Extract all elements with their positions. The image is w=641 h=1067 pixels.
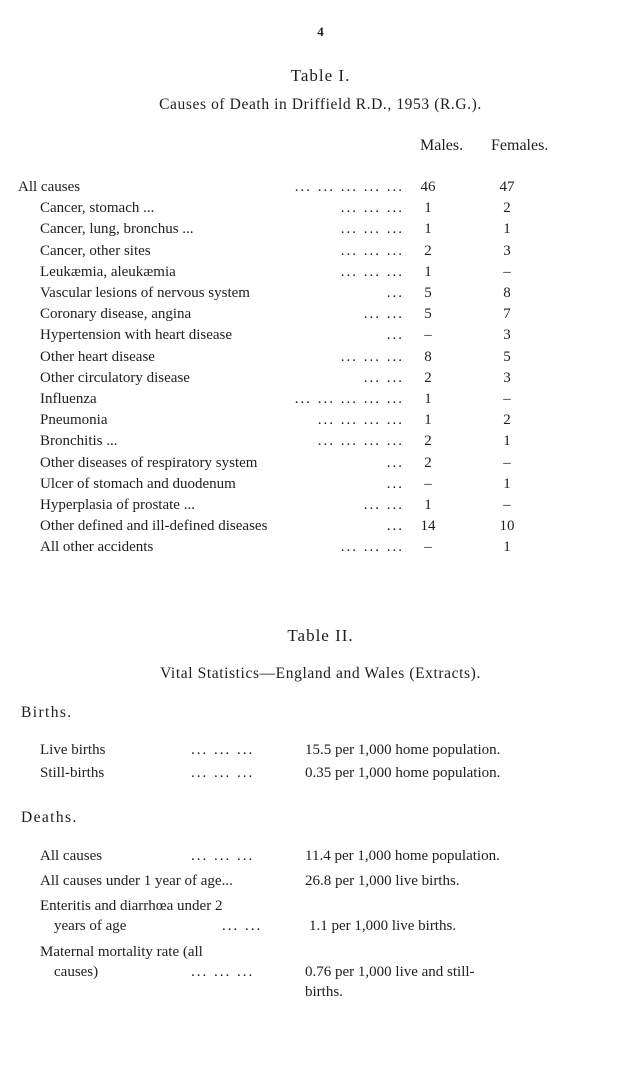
row-males-value: 5 [424,285,432,301]
table-row [0,325,641,346]
row-females-value: 7 [503,306,511,323]
table-row [0,347,641,368]
row-label: Coronary disease, angina [40,306,192,323]
row-females-value: 5 [503,348,511,365]
deaths-value-maternal: 0.76 per 1,000 live and still- [305,964,475,980]
row-leader-dots: ... ... ... [340,242,404,259]
deaths-label-maternal: Maternal mortality rate (all [40,944,203,960]
row-leader-dots: ... ... ... ... ... [294,179,404,195]
table-2-title: Table II. [287,626,354,645]
row-leader-dots: ... ... ... [340,263,404,280]
row-females-value: – [503,391,511,407]
row-leader-dots: ... ... [363,306,404,323]
row-leader-dots: ... [386,327,404,344]
births-value-live: 15.5 per 1,000 home population. [305,742,501,758]
table-row [0,368,641,389]
deaths-heading: Deaths. [21,809,78,826]
table-row [0,219,641,240]
row-males-value: 46 [420,179,436,195]
row-leader-dots: ... ... [363,369,404,386]
row-males-value: 5 [424,306,432,323]
births-value-still: 0.35 per 1,000 home population. [305,765,501,781]
deaths-value-infant: 26.8 per 1,000 live births. [305,873,460,889]
column-header-females: Females. [491,137,549,154]
row-leader-dots: ... [386,454,404,471]
births-dots-still: ... ... ... [191,765,255,781]
row-leader-dots: ... ... ... [340,539,404,556]
row-males-value: 1 [424,497,432,513]
row-males-value: 1 [424,391,432,407]
row-males-value: – [424,475,432,492]
row-leader-dots: ... ... ... [340,348,404,365]
row-leader-dots: ... [386,285,404,301]
row-females-value: 2 [503,200,511,217]
row-leader-dots: ... ... ... ... [317,433,404,450]
row-females-value: 2 [503,412,511,429]
row-label: Hyperplasia of prostate ... [40,497,195,513]
row-label: Leukæmia, aleukæmia [40,263,176,280]
row-males-value: 8 [424,348,432,365]
row-females-value: 47 [499,179,515,195]
row-label: Cancer, stomach ... [40,200,155,217]
row-label: All other accidents [40,539,154,556]
table-row [0,304,641,325]
table-row [0,283,641,304]
table-1-subtitle: Causes of Death in Driffield R.D., 1953 (R.G.). [159,96,482,113]
row-males-value: – [424,327,432,344]
table-row [0,198,641,219]
table-row [0,516,641,537]
row-leader-dots: ... ... ... ... [317,412,404,429]
births-dots-live: ... ... ... [191,742,255,758]
deaths-value-all: 11.4 per 1,000 home population. [305,848,500,864]
table-row [0,177,641,198]
row-leader-dots: ... ... [363,497,404,513]
deaths-value-enteritis: 1.1 per 1,000 live births. [309,918,457,934]
row-label: Ulcer of stomach and duodenum [40,475,236,492]
row-males-value: – [424,539,432,556]
table-row [0,262,641,283]
row-label: Vascular lesions of nervous system [40,285,250,301]
row-leader-dots: ... ... ... [340,221,404,238]
row-males-value: 1 [424,221,432,238]
row-males-value: 2 [424,242,432,259]
row-males-value: 1 [424,412,432,429]
table-row [0,241,641,262]
row-males-value: 2 [424,454,432,471]
row-label: Other diseases of respiratory system [40,454,258,471]
row-leader-dots: ... [386,518,404,535]
table-row [0,474,641,495]
column-header-males: Males. [420,137,464,154]
deaths-value-maternal-line2: births. [305,984,343,1000]
row-label: Influenza [40,391,97,407]
row-females-value: 1 [503,433,511,450]
row-females-value: 8 [503,285,511,301]
row-label: Other circulatory disease [40,369,190,386]
page-number: 4 [317,24,324,39]
table-row [0,453,641,474]
row-males-value: 1 [424,263,432,280]
row-males-value: 14 [420,518,436,535]
deaths-label-enteritis: Enteritis and diarrhœa under 2 [40,898,223,914]
row-leader-dots: ... ... ... [340,200,404,217]
row-females-value: 3 [503,369,511,386]
births-heading: Births. [21,704,73,721]
table-row [0,389,641,410]
table-1-title: Table I. [290,66,351,85]
row-females-value: 3 [503,327,511,344]
row-females-value: 1 [503,475,511,492]
row-males-value: 2 [424,433,432,450]
row-leader-dots: ... ... ... ... ... [294,391,404,407]
table-row [0,495,641,516]
births-label-live: Live births [40,742,106,758]
table-row [0,431,641,452]
table-2-subtitle: Vital Statistics—England and Wales (Extracts). [160,665,481,682]
row-females-value: 10 [499,518,515,535]
row-label: Other heart disease [40,348,155,365]
deaths-dots-enteritis: ... ... [222,918,263,934]
row-females-value: 1 [503,221,511,238]
row-label: All causes [18,179,81,195]
row-leader-dots: ... [386,475,404,492]
row-females-value: – [503,454,511,471]
deaths-dots-all: ... ... ... [191,848,255,864]
row-females-value: 3 [503,242,511,259]
deaths-label-enteritis-line2: years of age [54,918,127,934]
row-label: Cancer, other sites [40,242,151,259]
row-females-value: 1 [503,539,511,556]
row-males-value: 2 [424,369,432,386]
deaths-label-all: All causes [40,848,103,864]
row-label: Pneumonia [40,412,108,429]
row-label: Other defined and ill-defined diseases [40,518,268,535]
row-females-value: – [503,497,511,513]
row-males-value: 1 [424,200,432,217]
table-row [0,537,641,558]
deaths-label-infant: All causes under 1 year of age... [40,873,233,889]
deaths-label-maternal-line2: causes) [54,964,99,980]
births-label-still: Still-births [40,765,105,781]
row-females-value: – [503,263,511,280]
row-label: Bronchitis ... [40,433,118,450]
deaths-dots-maternal: ... ... ... [191,964,255,980]
row-label: Hypertension with heart disease [40,327,233,344]
row-label: Cancer, lung, bronchus ... [40,221,194,238]
table-row [0,410,641,431]
